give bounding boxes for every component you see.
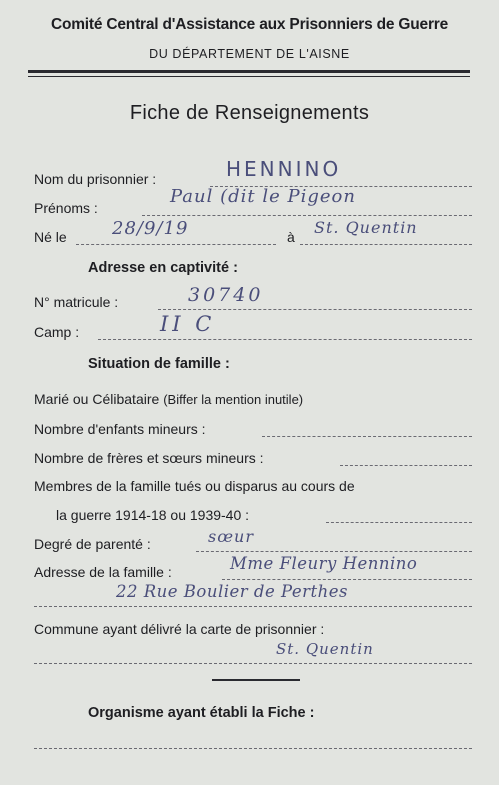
commune-dotted-line — [34, 663, 472, 664]
adresse-label: Adresse de la famille : — [34, 564, 172, 580]
section-divider — [212, 679, 300, 681]
adresse-value-line2: 22 Rue Boulier de Perthes — [116, 582, 349, 601]
ne-a-label: à — [287, 229, 295, 245]
header-rule-thick — [28, 70, 470, 73]
commune-label: Commune ayant délivré la carte de prisonnier : — [34, 621, 325, 637]
freres-dotted-line — [340, 465, 472, 466]
marie-text: Marié ou Célibataire — [34, 391, 160, 407]
captivite-heading: Adresse en captivité : — [88, 260, 238, 276]
organisme-dotted-line — [34, 748, 472, 749]
prenoms-label: Prénoms : — [34, 200, 98, 216]
degre-dotted-line — [196, 551, 472, 552]
matricule-dotted-line — [158, 309, 472, 310]
adresse-dotted-line-1 — [222, 579, 472, 580]
organisme-heading: Organisme ayant établi la Fiche : — [88, 705, 315, 721]
marie-label — [34, 391, 303, 407]
card-title: Fiche de Renseignements — [129, 102, 370, 124]
enfants-dotted-line — [262, 436, 472, 437]
matricule-label: N° matricule : — [34, 294, 119, 310]
membres-dotted-line — [326, 522, 472, 523]
nom-value: HENNINO — [226, 157, 342, 181]
freres-label: Nombre de frères et sœurs mineurs : — [34, 450, 264, 466]
commune-value: St. Quentin — [276, 640, 374, 658]
department-subtitle: DU DÉPARTEMENT DE L'AISNE — [149, 47, 350, 61]
header-rule-thin — [28, 76, 470, 77]
biffer-note: (Biffer la mention inutile) — [163, 392, 304, 407]
ne-le-label: Né le — [34, 229, 67, 245]
matricule-value: 30740 — [188, 284, 264, 306]
degre-value: sœur — [208, 527, 254, 546]
camp-value: II C — [160, 312, 216, 336]
famille-heading: Situation de famille : — [88, 356, 230, 372]
nom-label: Nom du prisonnier : — [34, 171, 157, 187]
prenoms-value: Paul (dit le Pigeon — [170, 186, 356, 207]
prenoms-dotted-line — [142, 215, 472, 216]
ne-le-dotted-line — [76, 244, 276, 245]
membres-label-line1: Membres de la famille tués ou disparus au cours de — [34, 478, 355, 494]
adresse-value-line1: Mme Fleury Hennino — [230, 554, 418, 573]
camp-label: Camp : — [34, 324, 80, 340]
birth-place-value: St. Quentin — [314, 218, 418, 237]
camp-dotted-line — [98, 339, 472, 340]
enfants-label: Nombre d'enfants mineurs : — [34, 421, 206, 437]
membres-label-line2: la guerre 1914-18 ou 1939-40 : — [56, 507, 250, 523]
degre-label: Degré de parenté : — [34, 536, 151, 552]
adresse-dotted-line-2 — [34, 606, 472, 607]
committee-title: Comité Central d'Assistance aux Prisonniers de Guerre — [50, 16, 449, 33]
birth-date-value: 28/9/19 — [112, 218, 189, 239]
lieu-dotted-line — [300, 244, 472, 245]
